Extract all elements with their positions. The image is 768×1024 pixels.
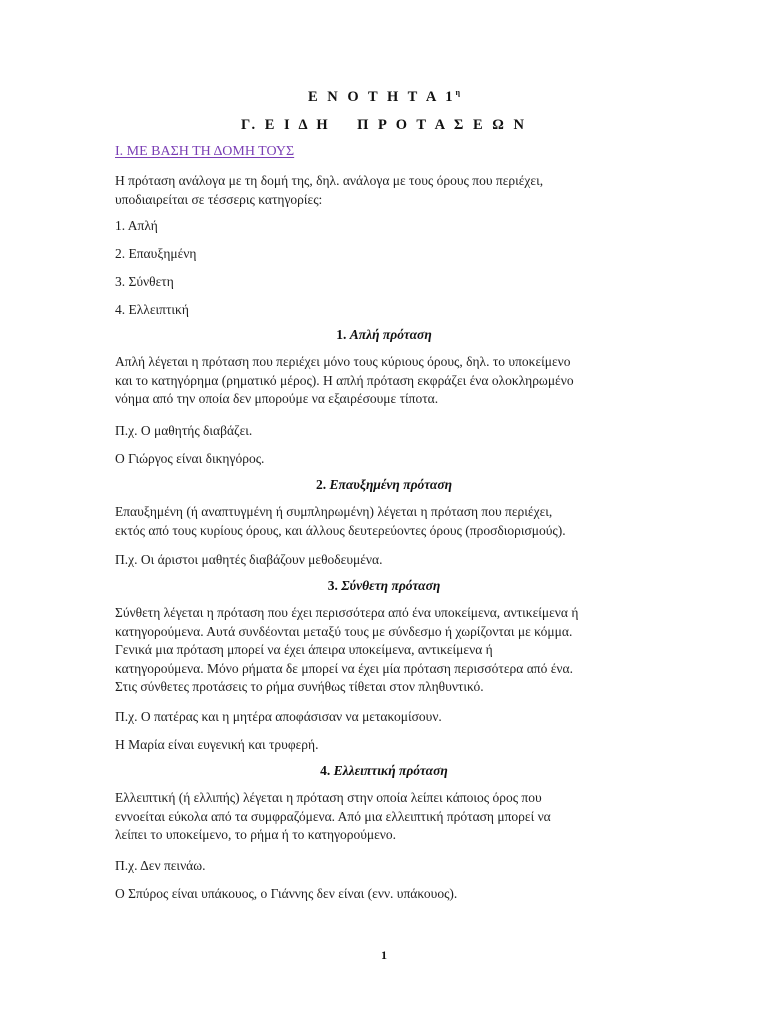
- section-paragraph: [115, 503, 655, 540]
- section-number: 3.: [327, 578, 338, 593]
- intro-line: υποδιαιρείται σε τέσσερις κατηγορίες:: [115, 191, 323, 207]
- paragraph-line: νόημα από την οποία δεν μπορούμε να εξαιρέσουμε τίποτα.: [115, 391, 439, 406]
- intro-paragraph: [115, 172, 655, 209]
- paragraph-line: Σύνθετη λέγεται η πρόταση που έχει περισσότερα από ένα υποκείμενα, αντικείμενα ή: [115, 605, 579, 620]
- list-item: 4. Ελλειπτική: [115, 302, 189, 317]
- section-heading: [0, 477, 768, 493]
- paragraph-line: εννοείται εύκολα από τα συμφραζόμενα. Από μια ελλειπτική πρόταση μπορεί να: [115, 808, 551, 824]
- section-title: Ελλειπτική πρόταση: [333, 763, 448, 778]
- paragraph-line: και το κατηγόρημα (ρηματικό μέρος). Η απλή πρόταση εκφράζει ένα ολοκληρωμένο: [115, 372, 574, 388]
- section-number: 2.: [315, 477, 327, 492]
- example-line: Η Μαρία είναι ευγενική και τρυφερή.: [115, 737, 319, 752]
- list-item: 1. Απλή: [115, 218, 158, 233]
- example-line: Π.χ. Οι άριστοι μαθητές διαβάζουν μεθοδευμένα.: [115, 552, 383, 567]
- section-paragraph: [115, 789, 655, 845]
- unit-title-superscript: η: [455, 88, 461, 97]
- paragraph-line: Επαυξημένη (ή αναπτυγμένη ή συμπληρωμένη) λέγεται η πρόταση που περιέχει,: [115, 504, 553, 519]
- section-number: 1.: [336, 327, 347, 342]
- list-item: 2. Επαυξημένη: [115, 246, 197, 261]
- example-line: Ο Σπύρος είναι υπάκουος, ο Γιάννης δεν είναι (ενν. υπάκουος).: [115, 886, 458, 901]
- section-subheading: Ι. ΜΕ ΒΑΣΗ ΤΗ ΔΟΜΗ ΤΟΥΣ: [115, 144, 295, 159]
- section-paragraph: [115, 353, 655, 409]
- example-line: Π.χ. Ο πατέρας και η μητέρα αποφάσισαν να μετακομίσουν.: [115, 709, 442, 724]
- unit-title-text: Ε Ν Ο Τ Η Τ Α 1: [307, 88, 456, 105]
- paragraph-line: Γενικά μια πρόταση μπορεί να έχει άπειρα υποκείμενα, αντικείμενα ή: [115, 642, 493, 657]
- example-line: Π.χ. Δεν πεινάω.: [115, 858, 206, 873]
- section-heading: [0, 763, 768, 779]
- paragraph-line: λείπει το υποκείμενο, το ρήμα ή το κατηγορούμενο.: [115, 827, 397, 842]
- section-paragraph: [115, 604, 655, 697]
- paragraph-line: Ελλειπτική (ή ελλιπής) λέγεται η πρόταση στην οποία λείπει κάποιος όρος που: [115, 790, 542, 805]
- chapter-title: Γ. Ε Ι Δ Η Π Ρ Ο Τ Α Σ Ε Ω Ν: [240, 117, 528, 133]
- section-heading: [0, 327, 768, 343]
- paragraph-line: Στις σύνθετες προτάσεις το ρήμα συνήθως τίθεται στον πληθυντικό.: [115, 679, 484, 694]
- section-heading: [0, 578, 768, 594]
- section-title: Απλή πρόταση: [349, 327, 432, 342]
- section-title: Σύνθετη πρόταση: [341, 578, 441, 593]
- paragraph-line: κατηγορούμενα. Μόνο ρήματα δε μπορεί να έχει μία πρόταση περισσότερα από ένα.: [115, 660, 573, 676]
- page-number: 1: [381, 948, 387, 962]
- section-number: 4.: [320, 763, 331, 778]
- section-title: Επαυξημένη πρόταση: [329, 477, 453, 492]
- paragraph-line: κατηγορούμενα. Αυτά συνδέονται μεταξύ τους με σύνδεσμο ή χωρίζονται με κόμμα.: [115, 623, 573, 639]
- example-line: Ο Γιώργος είναι δικηγόρος.: [115, 451, 265, 466]
- intro-line: Η πρόταση ανάλογα με τη δομή της, δηλ. ανάλογα με τους όρους που περιέχει,: [115, 173, 544, 188]
- paragraph-line: εκτός από τους κυρίους όρους, και άλλους δευτερεύοντες όρους (προσδιορισμούς).: [115, 522, 566, 538]
- list-item: 3. Σύνθετη: [115, 274, 174, 289]
- paragraph-line: Απλή λέγεται η πρόταση που περιέχει μόνο τους κύριους όρους, δηλ. το υποκείμενο: [115, 354, 571, 369]
- unit-title: [0, 88, 768, 106]
- example-line: Π.χ. Ο μαθητής διαβάζει.: [115, 423, 253, 438]
